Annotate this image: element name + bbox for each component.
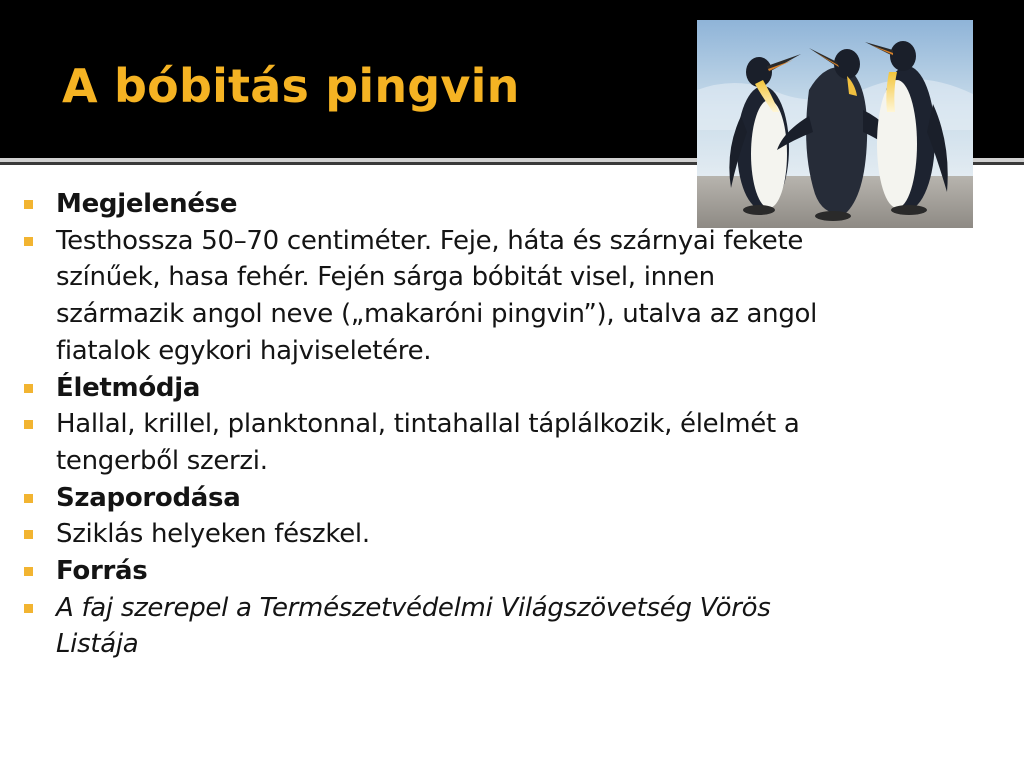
bullet-body-text: Testhossza 50–70 centiméter. Feje, háta és szárnyai fekete színűek, hasa fehér. Fején sárga bóbitát visel, innen származik angol neve („makaróni pingvin”), utalva az angol fiatalok egykori hajviseletére. xyxy=(56,225,818,366)
square-bullet-icon xyxy=(24,494,33,503)
bullet-item-diet xyxy=(20,406,820,479)
square-bullet-icon xyxy=(24,200,33,209)
bullet-item-description xyxy=(20,223,820,370)
square-bullet-icon xyxy=(24,420,33,429)
bullet-heading: Életmódja xyxy=(56,372,201,403)
bullet-item-nesting xyxy=(20,516,820,553)
bullet-item-forras xyxy=(20,553,820,590)
bullet-body-text: Hallal, krillel, planktonnal, tintahallal táplálkozik, élelmét a tengerből szerzi. xyxy=(56,409,800,476)
square-bullet-icon xyxy=(24,567,33,576)
square-bullet-icon xyxy=(24,384,33,393)
bullet-heading: Megjelenése xyxy=(56,189,238,219)
bullet-item-eletmodja xyxy=(20,370,820,407)
bullet-list xyxy=(20,186,820,663)
bullet-item-megjelenese xyxy=(20,186,820,223)
square-bullet-icon xyxy=(24,604,33,613)
bullet-body-text: Sziklás helyeken fészkel. xyxy=(56,519,370,550)
bullet-source-text: A faj szerepel a Természetvédelmi Világszövetség Vörös Listája xyxy=(56,592,771,660)
square-bullet-icon xyxy=(24,530,33,539)
square-bullet-icon xyxy=(24,237,33,246)
slide-title: A bóbitás pingvin xyxy=(62,59,520,113)
bullet-heading: Forrás xyxy=(56,556,148,587)
bullet-item-szaporodasa xyxy=(20,480,820,517)
bullet-item-source xyxy=(20,590,820,663)
bullet-heading: Szaporodása xyxy=(56,482,241,513)
